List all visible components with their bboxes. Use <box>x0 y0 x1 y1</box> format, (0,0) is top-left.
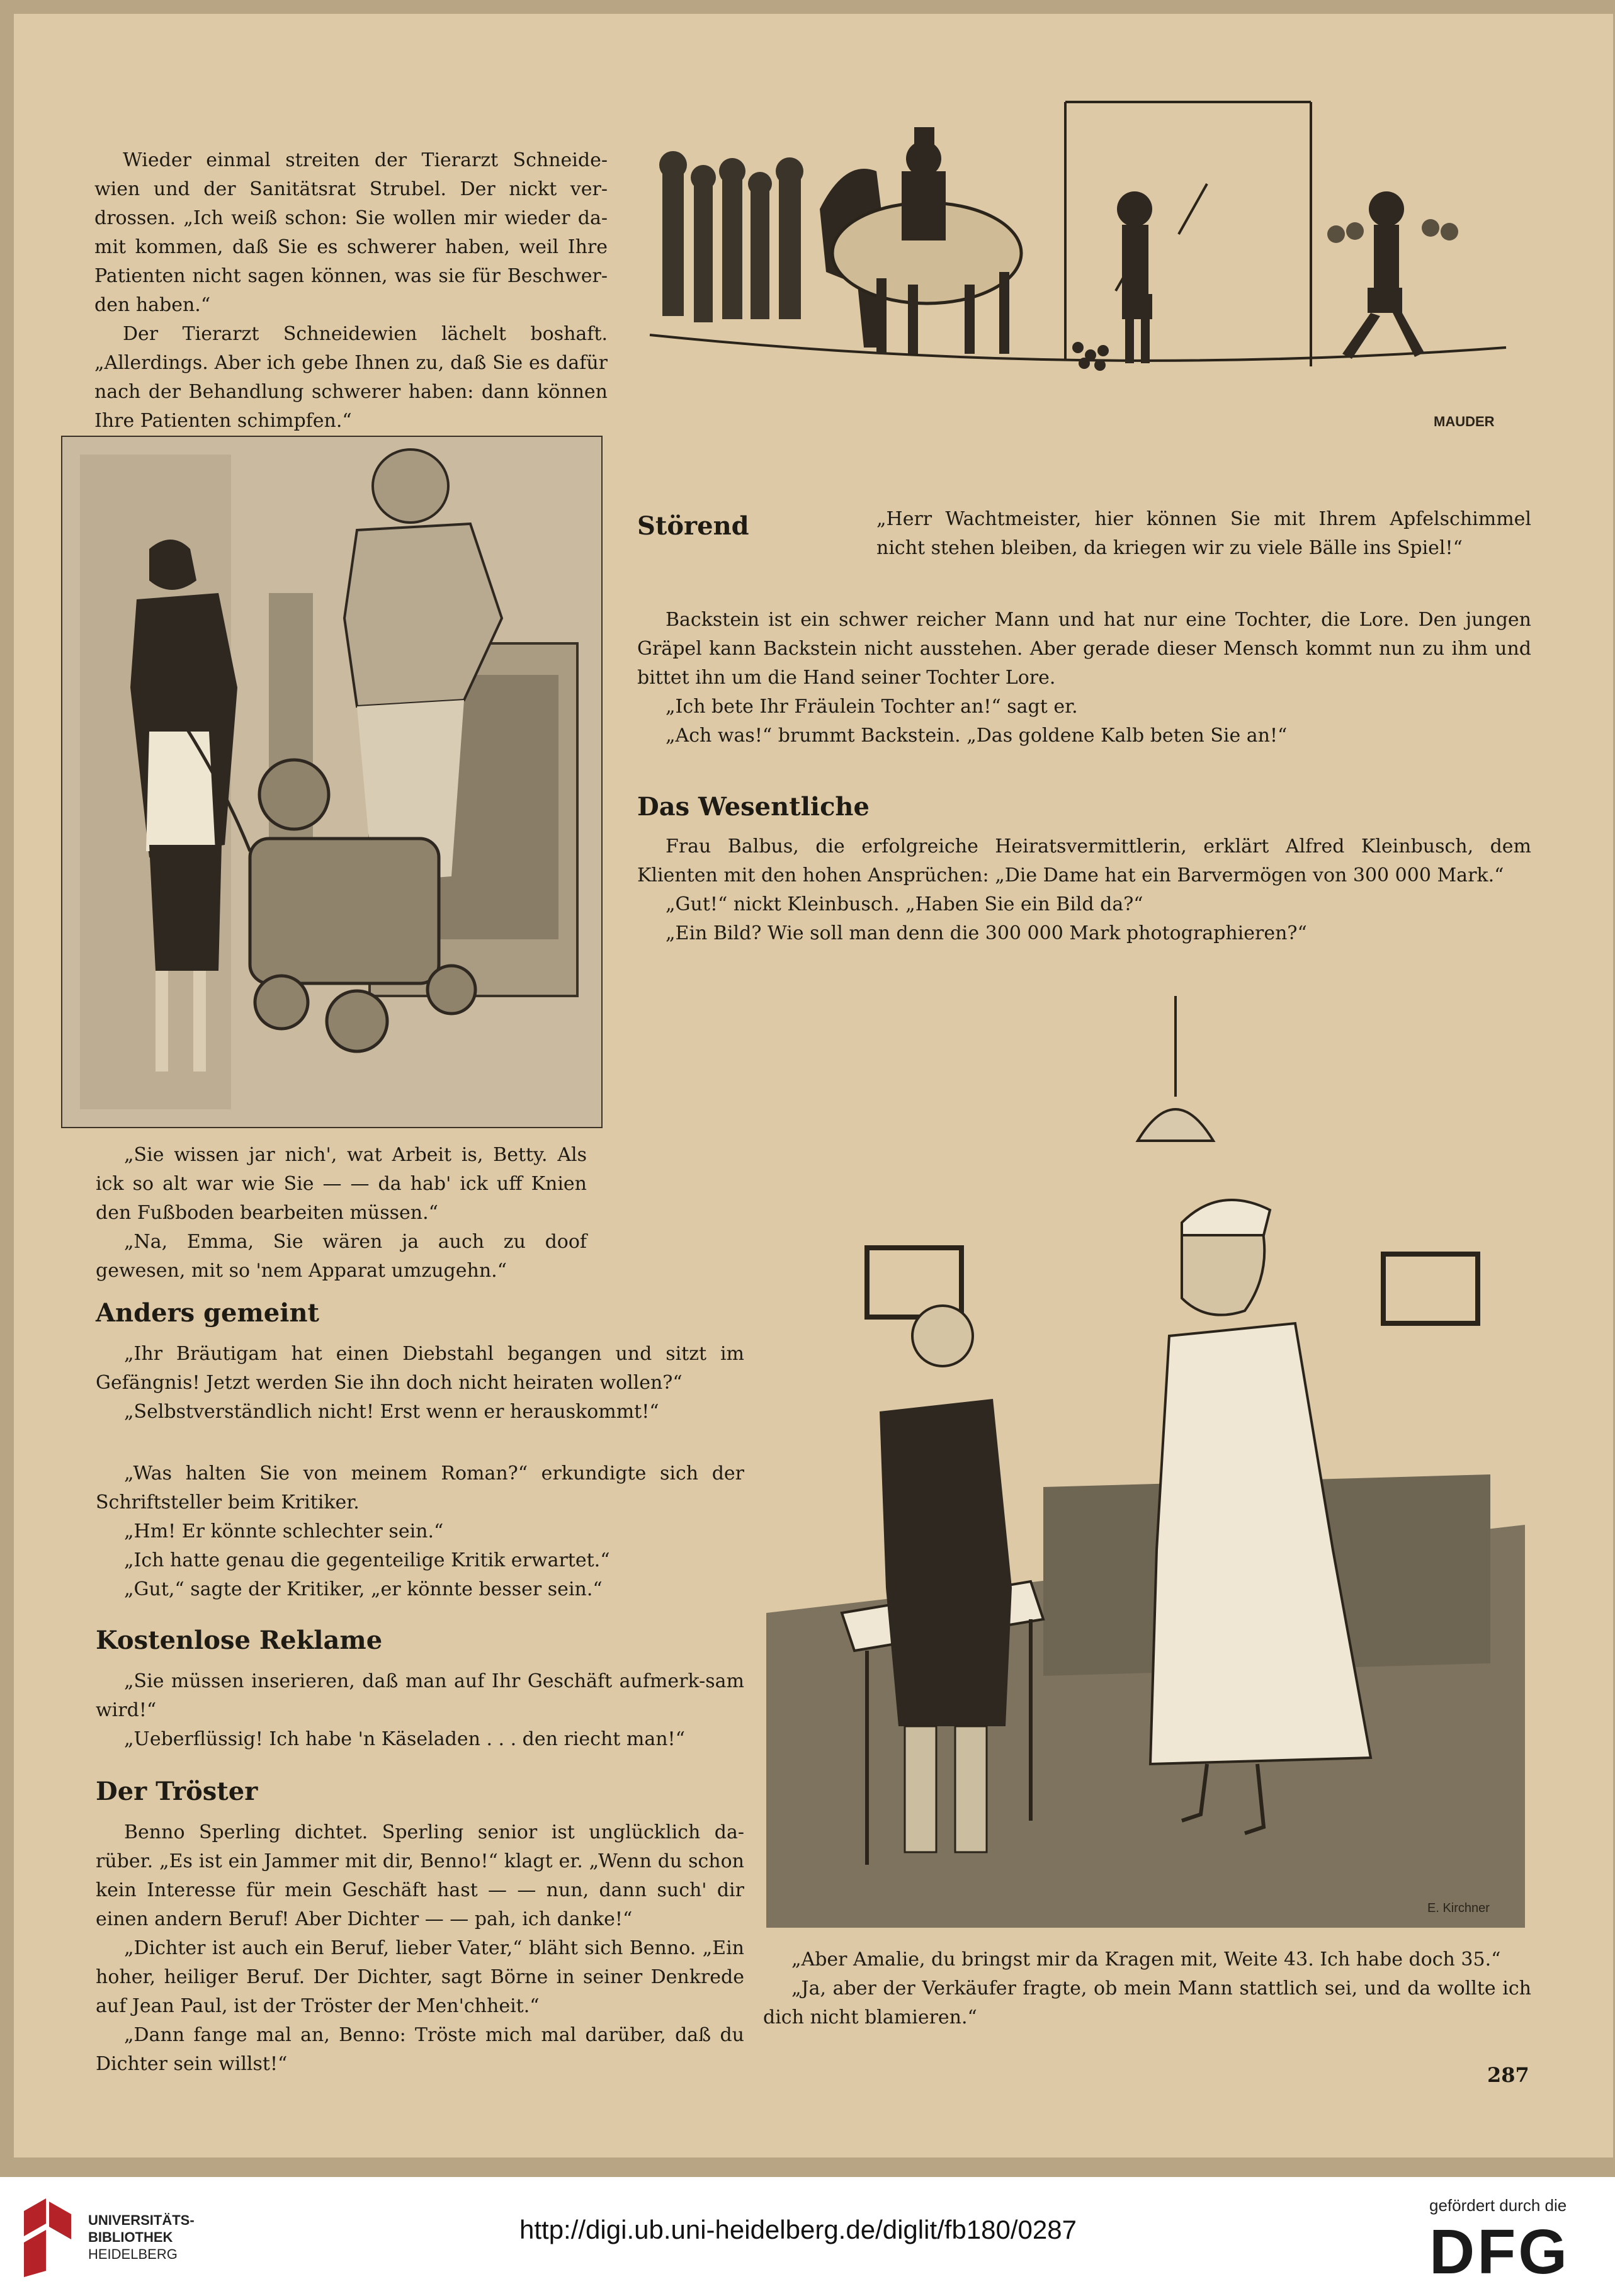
football-signature: MAUDER <box>1434 414 1495 429</box>
library-line-2: BIBLIOTHEK <box>88 2229 173 2245</box>
reklame-p2: „Ueberflüssig! Ich habe 'n Käseladen . . . den riecht man!“ <box>124 1728 685 1750</box>
anders-p1: „Ihr Bräutigam hat einen Diebstahl begangen und sitzt im Gefängnis! Jetzt werden Sie ihn doch nicht heiraten wollen?“ <box>96 1343 744 1394</box>
roman-p4: „Gut,“ sagte der Kritiker, „er könnte besser sein.“ <box>124 1578 603 1600</box>
amalie-p2: „Ja, aber der Verkäufer fragte, ob mein Mann stattlich sei, und da wollte ich dich nicht blamieren.“ <box>763 1977 1531 2028</box>
stoerend-p1: „Herr Wachtmeister, hier können Sie mit Ihrem Apfelschimmel nicht stehen bleiben, da kriegen wir zu viele Bälle ins Spiel!“ <box>876 508 1531 559</box>
wesentlich-p3: „Ein Bild? Wie soll man denn die 300 000 Mark photographieren?“ <box>666 922 1307 944</box>
text-das-wesentliche <box>637 832 1531 948</box>
backstein-p3: „Ach was!“ brummt Backstein. „Das goldene Kalb beten Sie an!“ <box>666 725 1288 747</box>
heading-der-troester: Der Tröster <box>96 1777 258 1806</box>
troester-p3: „Dann fange mal an, Benno: Tröste mich mal darüber, daß du Dichter sein willst!“ <box>96 2024 744 2075</box>
heading-stoerend: Störend <box>637 511 749 541</box>
heading-anders-gemeint: Anders gemeint <box>96 1298 319 1328</box>
troester-p1: Benno Sperling dichtet. Sperling senior ist unglücklich da-rüber. „Es ist ein Jammer mit dir, Benno!“ klagt er. „Wenn du schon kein Interesse für mein Geschäft hast — — nun, dann such' dir einen andern Beruf! Aber Dichter — — pah, ich danke!“ <box>96 1821 744 1930</box>
funded-by-text: gefördert durch die <box>1429 2196 1567 2215</box>
digitization-footer <box>0 2177 1615 2296</box>
roman-p1: „Was halten Sie von meinem Roman?“ erkundigte sich der Schriftsteller beim Kritiker. <box>96 1462 744 1513</box>
reklame-p1: „Sie müssen inserieren, daß man auf Ihr Geschäft aufmerk-sam wird!“ <box>96 1670 744 1721</box>
roman-p3: „Ich hatte genau die gegenteilige Kritik erwartet.“ <box>124 1549 610 1571</box>
vacuum-illustration <box>61 436 603 1128</box>
text-anders-gemeint <box>96 1340 744 1427</box>
dfg-logo: DFG <box>1429 2217 1570 2287</box>
backstein-p2: „Ich bete Ihr Fräulein Tochter an!“ sagt er. <box>666 696 1078 718</box>
library-logo-icon <box>18 2192 77 2280</box>
betty-p2: „Na, Emma, Sie wären ja auch zu doof gewesen, mit so 'nem Apparat umzugehn.“ <box>96 1231 587 1282</box>
amalie-p1: „Aber Amalie, du bringst mir da Kragen mit, Weite 43. Ich habe doch 35.“ <box>791 1948 1501 1971</box>
text-doctor <box>94 146 608 436</box>
doctor-p1: Wieder einmal streiten der Tierarzt Schneide-wien und der Sanitätsrat Strubel. Der nickt ver-drossen. „Ich weiß schon: Sie wollen mir wieder da-mit kommen, daß Sie es schwerer haben, weil Ihre Patienten nicht sagen können, was sie für Beschwer-den haben.“ <box>94 149 608 316</box>
doctor-p2: Der Tierarzt Schneidewien lächelt boshaft. „Allerdings. Aber ich gebe Ihnen zu, daß Sie es dafür nach der Behandlung schwerer haben: dann können Ihre Patienten schimpfen.“ <box>94 323 608 432</box>
text-stoerend <box>876 505 1531 563</box>
text-backstein <box>637 606 1531 750</box>
wesentlich-p2: „Gut!“ nickt Kleinbusch. „Haben Sie ein Bild da?“ <box>666 893 1143 915</box>
anders-p2: „Selbstverständlich nicht! Erst wenn er herauskommt!“ <box>124 1401 659 1423</box>
library-line-3: HEIDELBERG <box>88 2246 178 2262</box>
library-line-1: UNIVERSITÄTS- <box>88 2212 195 2228</box>
text-der-troester <box>96 1818 744 2079</box>
living-room-illustration <box>766 983 1525 1928</box>
heading-das-wesentliche: Das Wesentliche <box>637 792 870 822</box>
library-name <box>88 2212 195 2263</box>
magazine-page <box>14 14 1613 2157</box>
text-kostenlose-reklame <box>96 1667 744 1754</box>
source-url-link[interactable]: http://digi.ub.uni-heidelberg.de/diglit/fb180/0287 <box>519 2215 1077 2244</box>
betty-p1: „Sie wissen jar nich', wat Arbeit is, Betty. Als ick so alt war wie Sie — — da hab' ick uff Knien den Fußboden bearbeiten müssen.“ <box>96 1144 587 1224</box>
backstein-p1: Backstein ist ein schwer reicher Mann und hat nur eine Tochter, die Lore. Den jungen Gräpel kann Backstein nicht ausstehen. Aber gerade dieser Mensch kommt nun zu ihm und bittet ihn um die Hand seiner Tochter Lore. <box>637 609 1531 689</box>
text-betty <box>96 1141 587 1286</box>
roman-p2: „Hm! Er könnte schlechter sein.“ <box>124 1520 444 1542</box>
living-room-signature: E. Kirchner <box>1427 1901 1490 1915</box>
wesentlich-p1: Frau Balbus, die erfolgreiche Heiratsvermittlerin, erklärt Alfred Kleinbusch, dem Klienten mit den hohen Ansprüchen: „Die Dame hat ein Barvermögen von 300 000 Mark.“ <box>637 835 1531 886</box>
heading-kostenlose-reklame: Kostenlose Reklame <box>96 1626 383 1655</box>
text-roman <box>96 1459 744 1604</box>
page-number: 287 <box>1487 2063 1529 2087</box>
troester-p2: „Dichter ist auch ein Beruf, lieber Vater,“ bläht sich Benno. „Ein hoher, heiliger Beruf. Der Dichter, sagt Börne in seiner Denkrede auf Jean Paul, ist der Tröster der Men'chheit.“ <box>96 1937 744 2017</box>
football-illustration <box>637 83 1519 445</box>
text-amalie <box>763 1945 1531 2032</box>
